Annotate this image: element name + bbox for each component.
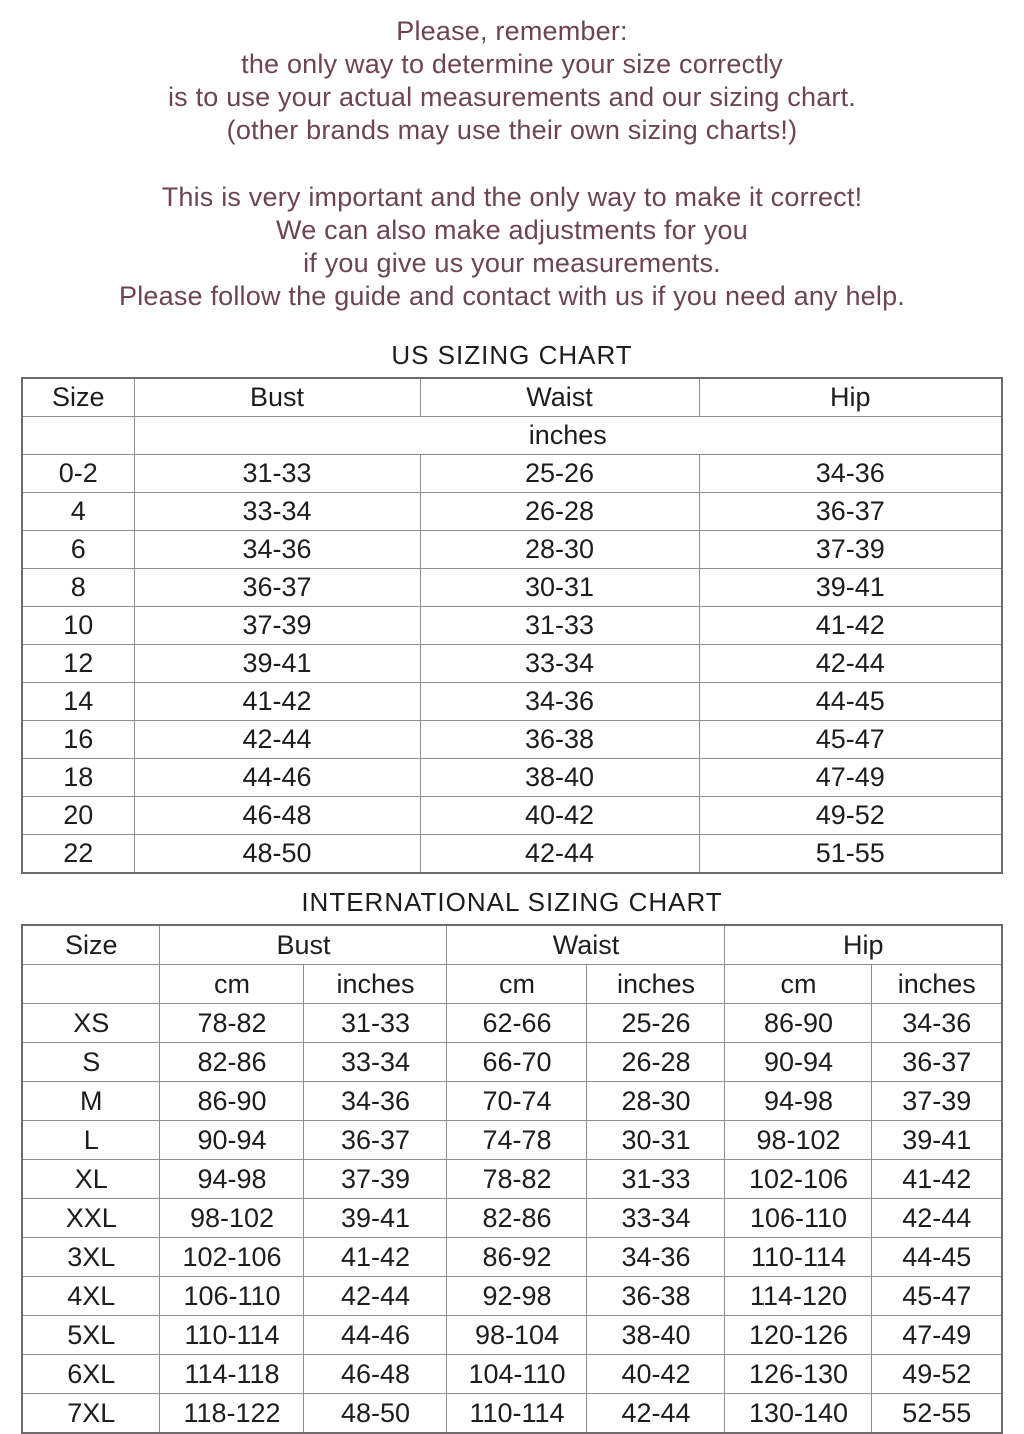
intl-size-cell: 3XL bbox=[22, 1238, 160, 1277]
intl-bust-cm-cell: 94-98 bbox=[160, 1160, 304, 1199]
us-size-cell: 6 bbox=[22, 531, 134, 569]
us-hip-cell: 45-47 bbox=[699, 721, 1002, 759]
intl-col-bust: Bust bbox=[160, 925, 447, 965]
us-table-row bbox=[22, 721, 1002, 759]
intl-waist-in-cell: 30-31 bbox=[587, 1121, 725, 1160]
intl-waist-in-cell: 25-26 bbox=[587, 1004, 725, 1043]
us-size-cell: 4 bbox=[22, 493, 134, 531]
us-table-row bbox=[22, 645, 1002, 683]
intl-bust-in-cell: 48-50 bbox=[304, 1394, 447, 1434]
us-waist-cell: 38-40 bbox=[420, 759, 699, 797]
international-table-row bbox=[22, 1355, 1002, 1394]
intl-hip-in-cell: 47-49 bbox=[872, 1316, 1002, 1355]
intl-waist-in-cell: 42-44 bbox=[587, 1394, 725, 1434]
us-hip-cell: 34-36 bbox=[699, 455, 1002, 493]
intl-bust-in-cell: 33-34 bbox=[304, 1043, 447, 1082]
intl-size-cell: 7XL bbox=[22, 1394, 160, 1434]
intl-size-cell: S bbox=[22, 1043, 160, 1082]
intl-bust-cm-cell: 118-122 bbox=[160, 1394, 304, 1434]
intro-block-2 bbox=[0, 181, 1024, 313]
us-waist-cell: 42-44 bbox=[420, 835, 699, 874]
intl-waist-cm-cell: 92-98 bbox=[447, 1277, 587, 1316]
us-waist-cell: 25-26 bbox=[420, 455, 699, 493]
us-hip-cell: 41-42 bbox=[699, 607, 1002, 645]
intl-unit-row bbox=[22, 965, 1002, 1004]
us-hip-cell: 36-37 bbox=[699, 493, 1002, 531]
us-table-row bbox=[22, 797, 1002, 835]
intl-size-cell: M bbox=[22, 1082, 160, 1121]
intl-size-cell: XS bbox=[22, 1004, 160, 1043]
us-hip-cell: 37-39 bbox=[699, 531, 1002, 569]
intl-hip-cm-cell: 94-98 bbox=[725, 1082, 872, 1121]
us-bust-cell: 48-50 bbox=[134, 835, 420, 874]
intro-line: We can also make adjustments for you bbox=[276, 215, 748, 245]
us-bust-cell: 37-39 bbox=[134, 607, 420, 645]
international-chart-title: INTERNATIONAL SIZING CHART bbox=[301, 887, 723, 917]
intl-hip-in-cell: 39-41 bbox=[872, 1121, 1002, 1160]
us-size-cell: 10 bbox=[22, 607, 134, 645]
intro-line: (other brands may use their own sizing charts!) bbox=[226, 115, 798, 145]
intl-waist-cm-cell: 110-114 bbox=[447, 1394, 587, 1434]
intl-bust-in-cell: 39-41 bbox=[304, 1199, 447, 1238]
intro-line: the only way to determine your size correctly bbox=[241, 49, 783, 79]
intl-waist-cm-cell: 70-74 bbox=[447, 1082, 587, 1121]
us-hip-cell: 39-41 bbox=[699, 569, 1002, 607]
intl-size-cell: 4XL bbox=[22, 1277, 160, 1316]
intl-hip-in-cell: 44-45 bbox=[872, 1238, 1002, 1277]
intl-bust-in-cell: 37-39 bbox=[304, 1160, 447, 1199]
intl-waist-cm-cell: 82-86 bbox=[447, 1199, 587, 1238]
intl-size-cell: L bbox=[22, 1121, 160, 1160]
us-hip-cell: 44-45 bbox=[699, 683, 1002, 721]
international-sizing-table bbox=[21, 924, 1003, 1434]
intl-hip-in-label: inches bbox=[872, 965, 1002, 1004]
us-sizing-table bbox=[21, 377, 1003, 874]
intl-hip-cm-cell: 106-110 bbox=[725, 1199, 872, 1238]
intl-waist-in-label: inches bbox=[587, 965, 725, 1004]
intl-waist-cm-cell: 74-78 bbox=[447, 1121, 587, 1160]
us-table-body bbox=[22, 455, 1002, 874]
intl-hip-in-cell: 42-44 bbox=[872, 1199, 1002, 1238]
us-unit-label: inches bbox=[134, 417, 1002, 455]
intl-waist-cm-cell: 78-82 bbox=[447, 1160, 587, 1199]
us-size-cell: 22 bbox=[22, 835, 134, 874]
us-col-size: Size bbox=[22, 378, 134, 417]
us-table-row bbox=[22, 759, 1002, 797]
intl-hip-in-cell: 52-55 bbox=[872, 1394, 1002, 1434]
intl-bust-in-cell: 44-46 bbox=[304, 1316, 447, 1355]
us-hip-cell: 42-44 bbox=[699, 645, 1002, 683]
us-header-row bbox=[22, 378, 1002, 417]
intl-waist-in-cell: 31-33 bbox=[587, 1160, 725, 1199]
us-waist-cell: 40-42 bbox=[420, 797, 699, 835]
us-table-row bbox=[22, 493, 1002, 531]
international-table-row bbox=[22, 1394, 1002, 1434]
intl-hip-cm-cell: 86-90 bbox=[725, 1004, 872, 1043]
us-bust-cell: 46-48 bbox=[134, 797, 420, 835]
intl-waist-in-cell: 40-42 bbox=[587, 1355, 725, 1394]
intl-bust-cm-cell: 98-102 bbox=[160, 1199, 304, 1238]
intl-hip-in-cell: 37-39 bbox=[872, 1082, 1002, 1121]
us-waist-cell: 34-36 bbox=[420, 683, 699, 721]
us-col-waist: Waist bbox=[420, 378, 699, 417]
us-chart-title: US SIZING CHART bbox=[391, 340, 633, 370]
intl-bust-cm-cell: 78-82 bbox=[160, 1004, 304, 1043]
intl-bust-in-label: inches bbox=[304, 965, 447, 1004]
us-bust-cell: 36-37 bbox=[134, 569, 420, 607]
us-bust-cell: 41-42 bbox=[134, 683, 420, 721]
us-size-cell: 12 bbox=[22, 645, 134, 683]
intl-waist-in-cell: 28-30 bbox=[587, 1082, 725, 1121]
intl-waist-cm-cell: 62-66 bbox=[447, 1004, 587, 1043]
us-col-bust: Bust bbox=[134, 378, 420, 417]
intl-hip-in-cell: 45-47 bbox=[872, 1277, 1002, 1316]
intl-bust-in-cell: 42-44 bbox=[304, 1277, 447, 1316]
us-table-row bbox=[22, 531, 1002, 569]
us-waist-cell: 33-34 bbox=[420, 645, 699, 683]
intl-bust-in-cell: 46-48 bbox=[304, 1355, 447, 1394]
us-bust-cell: 34-36 bbox=[134, 531, 420, 569]
us-size-cell: 14 bbox=[22, 683, 134, 721]
intl-hip-cm-cell: 102-106 bbox=[725, 1160, 872, 1199]
intl-hip-in-cell: 34-36 bbox=[872, 1004, 1002, 1043]
intl-hip-cm-cell: 120-126 bbox=[725, 1316, 872, 1355]
international-table-row bbox=[22, 1277, 1002, 1316]
intl-waist-in-cell: 36-38 bbox=[587, 1277, 725, 1316]
intl-size-cell: XL bbox=[22, 1160, 160, 1199]
intl-bust-cm-cell: 114-118 bbox=[160, 1355, 304, 1394]
intl-bust-cm-cell: 82-86 bbox=[160, 1043, 304, 1082]
us-bust-cell: 31-33 bbox=[134, 455, 420, 493]
us-size-cell: 16 bbox=[22, 721, 134, 759]
intl-bust-cm-cell: 86-90 bbox=[160, 1082, 304, 1121]
intl-bust-in-cell: 31-33 bbox=[304, 1004, 447, 1043]
intl-waist-cm-cell: 66-70 bbox=[447, 1043, 587, 1082]
intl-hip-in-cell: 41-42 bbox=[872, 1160, 1002, 1199]
us-size-cell: 8 bbox=[22, 569, 134, 607]
intl-hip-cm-label: cm bbox=[725, 965, 872, 1004]
intl-size-cell: XXL bbox=[22, 1199, 160, 1238]
us-size-cell: 20 bbox=[22, 797, 134, 835]
us-hip-cell: 49-52 bbox=[699, 797, 1002, 835]
intro-line: if you give us your measurements. bbox=[303, 248, 721, 278]
us-hip-cell: 51-55 bbox=[699, 835, 1002, 874]
us-waist-cell: 30-31 bbox=[420, 569, 699, 607]
us-waist-cell: 26-28 bbox=[420, 493, 699, 531]
intl-size-cell: 6XL bbox=[22, 1355, 160, 1394]
intl-bust-cm-cell: 110-114 bbox=[160, 1316, 304, 1355]
us-bust-cell: 42-44 bbox=[134, 721, 420, 759]
intro-note bbox=[0, 0, 1024, 313]
intl-hip-cm-cell: 90-94 bbox=[725, 1043, 872, 1082]
intro-line: This is very important and the only way to make it correct! bbox=[161, 182, 863, 212]
us-table-row bbox=[22, 455, 1002, 493]
intl-col-hip: Hip bbox=[725, 925, 1002, 965]
intl-waist-cm-cell: 104-110 bbox=[447, 1355, 587, 1394]
intro-line: Please, remember: bbox=[396, 16, 628, 46]
us-size-cell: 0-2 bbox=[22, 455, 134, 493]
intl-bust-cm-cell: 90-94 bbox=[160, 1121, 304, 1160]
us-unit-empty-cell bbox=[22, 417, 134, 455]
intl-hip-cm-cell: 130-140 bbox=[725, 1394, 872, 1434]
intl-size-cell: 5XL bbox=[22, 1316, 160, 1355]
us-unit-row bbox=[22, 417, 1002, 455]
intl-waist-cm-cell: 98-104 bbox=[447, 1316, 587, 1355]
us-col-hip: Hip bbox=[699, 378, 1002, 417]
intl-waist-in-cell: 26-28 bbox=[587, 1043, 725, 1082]
intl-bust-in-cell: 36-37 bbox=[304, 1121, 447, 1160]
intl-waist-in-cell: 33-34 bbox=[587, 1199, 725, 1238]
international-table-row bbox=[22, 1316, 1002, 1355]
us-bust-cell: 33-34 bbox=[134, 493, 420, 531]
us-hip-cell: 47-49 bbox=[699, 759, 1002, 797]
international-table-row bbox=[22, 1121, 1002, 1160]
us-waist-cell: 31-33 bbox=[420, 607, 699, 645]
intl-hip-cm-cell: 110-114 bbox=[725, 1238, 872, 1277]
international-table-row bbox=[22, 1082, 1002, 1121]
intl-header-row bbox=[22, 925, 1002, 965]
intl-col-waist: Waist bbox=[447, 925, 725, 965]
intl-hip-in-cell: 36-37 bbox=[872, 1043, 1002, 1082]
intl-hip-cm-cell: 114-120 bbox=[725, 1277, 872, 1316]
intl-waist-cm-label: cm bbox=[447, 965, 587, 1004]
intro-line: is to use your actual measurements and our sizing chart. bbox=[167, 82, 857, 112]
intl-waist-in-cell: 34-36 bbox=[587, 1238, 725, 1277]
intl-hip-in-cell: 49-52 bbox=[872, 1355, 1002, 1394]
intl-waist-cm-cell: 86-92 bbox=[447, 1238, 587, 1277]
international-table-row bbox=[22, 1043, 1002, 1082]
international-table-body bbox=[22, 1004, 1002, 1434]
intl-col-size: Size bbox=[22, 925, 160, 965]
us-table-row bbox=[22, 835, 1002, 874]
us-size-cell: 18 bbox=[22, 759, 134, 797]
intl-bust-in-cell: 34-36 bbox=[304, 1082, 447, 1121]
intl-waist-in-cell: 38-40 bbox=[587, 1316, 725, 1355]
intl-hip-cm-cell: 98-102 bbox=[725, 1121, 872, 1160]
intro-line: Please follow the guide and contact with us if you need any help. bbox=[118, 281, 905, 311]
intl-bust-cm-cell: 106-110 bbox=[160, 1277, 304, 1316]
intl-unit-empty-cell bbox=[22, 965, 160, 1004]
us-table-row bbox=[22, 569, 1002, 607]
us-bust-cell: 44-46 bbox=[134, 759, 420, 797]
us-table-row bbox=[22, 683, 1002, 721]
intl-hip-cm-cell: 126-130 bbox=[725, 1355, 872, 1394]
us-waist-cell: 36-38 bbox=[420, 721, 699, 759]
intl-bust-cm-label: cm bbox=[160, 965, 304, 1004]
intro-block-1 bbox=[0, 15, 1024, 147]
us-table-row bbox=[22, 607, 1002, 645]
us-bust-cell: 39-41 bbox=[134, 645, 420, 683]
intl-bust-cm-cell: 102-106 bbox=[160, 1238, 304, 1277]
intl-bust-in-cell: 41-42 bbox=[304, 1238, 447, 1277]
us-waist-cell: 28-30 bbox=[420, 531, 699, 569]
international-table-row bbox=[22, 1238, 1002, 1277]
international-table-row bbox=[22, 1160, 1002, 1199]
international-table-row bbox=[22, 1199, 1002, 1238]
international-table-row bbox=[22, 1004, 1002, 1043]
